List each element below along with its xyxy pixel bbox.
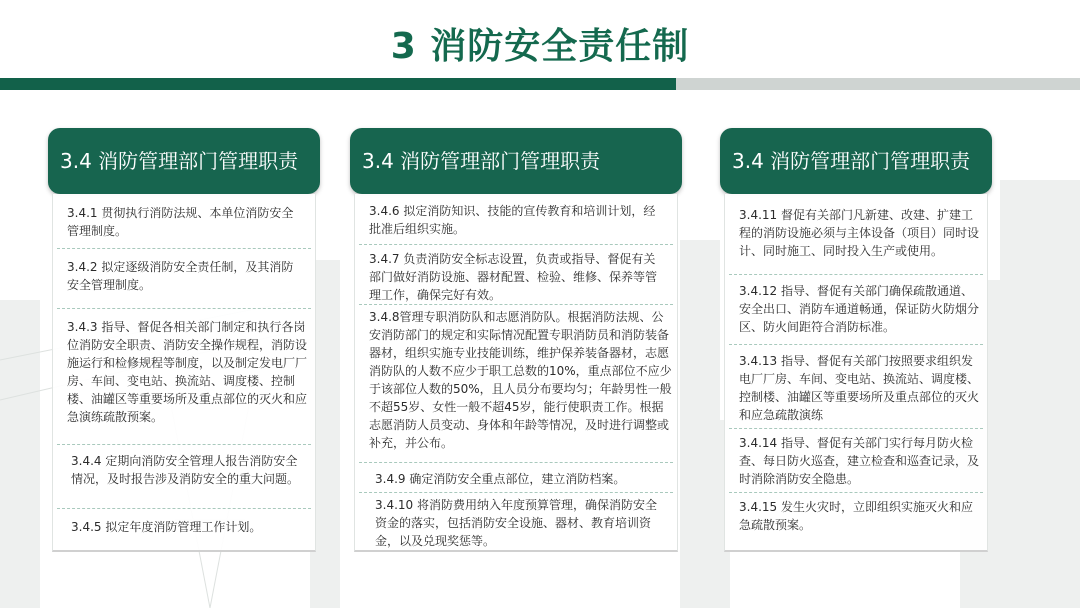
item-divider [57, 308, 311, 309]
list-item: 3.4.1 贯彻执行消防法规、本单位消防安全管理制度。 [67, 206, 294, 238]
page-title: 3 消防安全责任制 [390, 26, 690, 67]
list-item: 3.4.14 指导、督促有关部门实行每月防火检查、每日防火巡查，建立检查和巡查记录，及时消除消防安全隐患。 [739, 436, 980, 486]
title-underline-gray [676, 78, 1080, 90]
list-item: 3.4.2 拟定逐级消防安全责任制，及其消防安全管理制度。 [67, 260, 294, 292]
card-body [724, 194, 988, 552]
card-header: 3.4 消防管理部门管理职责 [48, 128, 320, 194]
item-divider [57, 248, 311, 249]
list-item: 3.4.5 拟定年度消防管理工作计划。 [71, 520, 262, 534]
card-header: 3.4 消防管理部门管理职责 [720, 128, 992, 194]
item-divider [729, 344, 983, 345]
card-header: 3.4 消防管理部门管理职责 [350, 128, 682, 194]
list-item: 3.4.13 指导、督促有关部门按照要求组织发电厂厂房、车间、变电站、换流站、调度楼、控制楼、油罐区等重要场所及重点部位的灭火和应急疏散演练 [739, 354, 980, 422]
item-divider [729, 274, 983, 275]
item-divider [57, 444, 311, 445]
list-item: 3.4.10 将消防费用纳入年度预算管理，确保消防安全资金的落实，包括消防安全设施、器材、教育培训资金，以及兑现奖惩等。 [375, 498, 657, 548]
card-body [354, 194, 678, 552]
list-item: 3.4.7 负责消防安全标志设置，负责或指导、督促有关部门做好消防设施、器材配置、检验、维修、保养等管理工作，确保完好有效。 [369, 252, 658, 302]
item-divider [359, 304, 673, 305]
list-item: 3.4.6 拟定消防知识、技能的宣传教育和培训计划，经批准后组织实施。 [369, 204, 656, 236]
list-item: 3.4.11 督促有关部门凡新建、改建、扩建工程的消防设施必须与主体设备（项目）同时设计、同时施工、同时投入生产或使用。 [739, 208, 980, 258]
list-item: 3.4.3 指导、督促各相关部门制定和执行各岗位消防安全职责、消防安全操作规程，消防设施运行和检修规程等制度，以及制定发电厂厂房、车间、变电站、换流站、调度楼、控制楼、油罐区等重要场所及重点部位的灭火和应急演练疏散预案。 [67, 320, 308, 424]
list-item: 3.4.15 发生火灾时，立即组织实施灭火和应急疏散预案。 [739, 500, 973, 532]
list-item: 3.4.8管理专职消防队和志愿消防队。根据消防法规、公安消防部门的规定和实际情况配置专职消防员和消防装备器材，组织实施专业技能训练，维护保养装备器材，志愿消防队的人数不应少于职工总数的10%，重点部位不应少于该部位人数的50%，且人员分布要均匀；年龄男性一般不超55岁、女性一般不超45岁，能行使职责工作。根据志愿消防人员变动、身体和年龄等情况，及时进行调整或补充，并公布。 [369, 310, 672, 450]
duty-card-1 [48, 128, 320, 552]
list-item: 3.4.4 定期向消防安全管理人报告消防安全情况，及时报告涉及消防安全的重大问题。 [71, 454, 300, 486]
item-divider [729, 428, 983, 429]
item-divider [359, 492, 673, 493]
item-divider [359, 462, 673, 463]
title-underline-accent [0, 78, 676, 90]
duty-card-2 [350, 128, 682, 552]
card-body [52, 194, 316, 552]
item-divider [729, 492, 983, 493]
item-divider [359, 244, 673, 245]
list-item: 3.4.9 确定消防安全重点部位，建立消防档案。 [375, 472, 626, 486]
list-item: 3.4.12 指导、督促有关部门确保疏散通道、安全出口、消防车通道畅通，保证防火防烟分区、防火间距符合消防标准。 [739, 284, 980, 334]
duty-card-3 [720, 128, 992, 552]
item-divider [57, 508, 311, 509]
